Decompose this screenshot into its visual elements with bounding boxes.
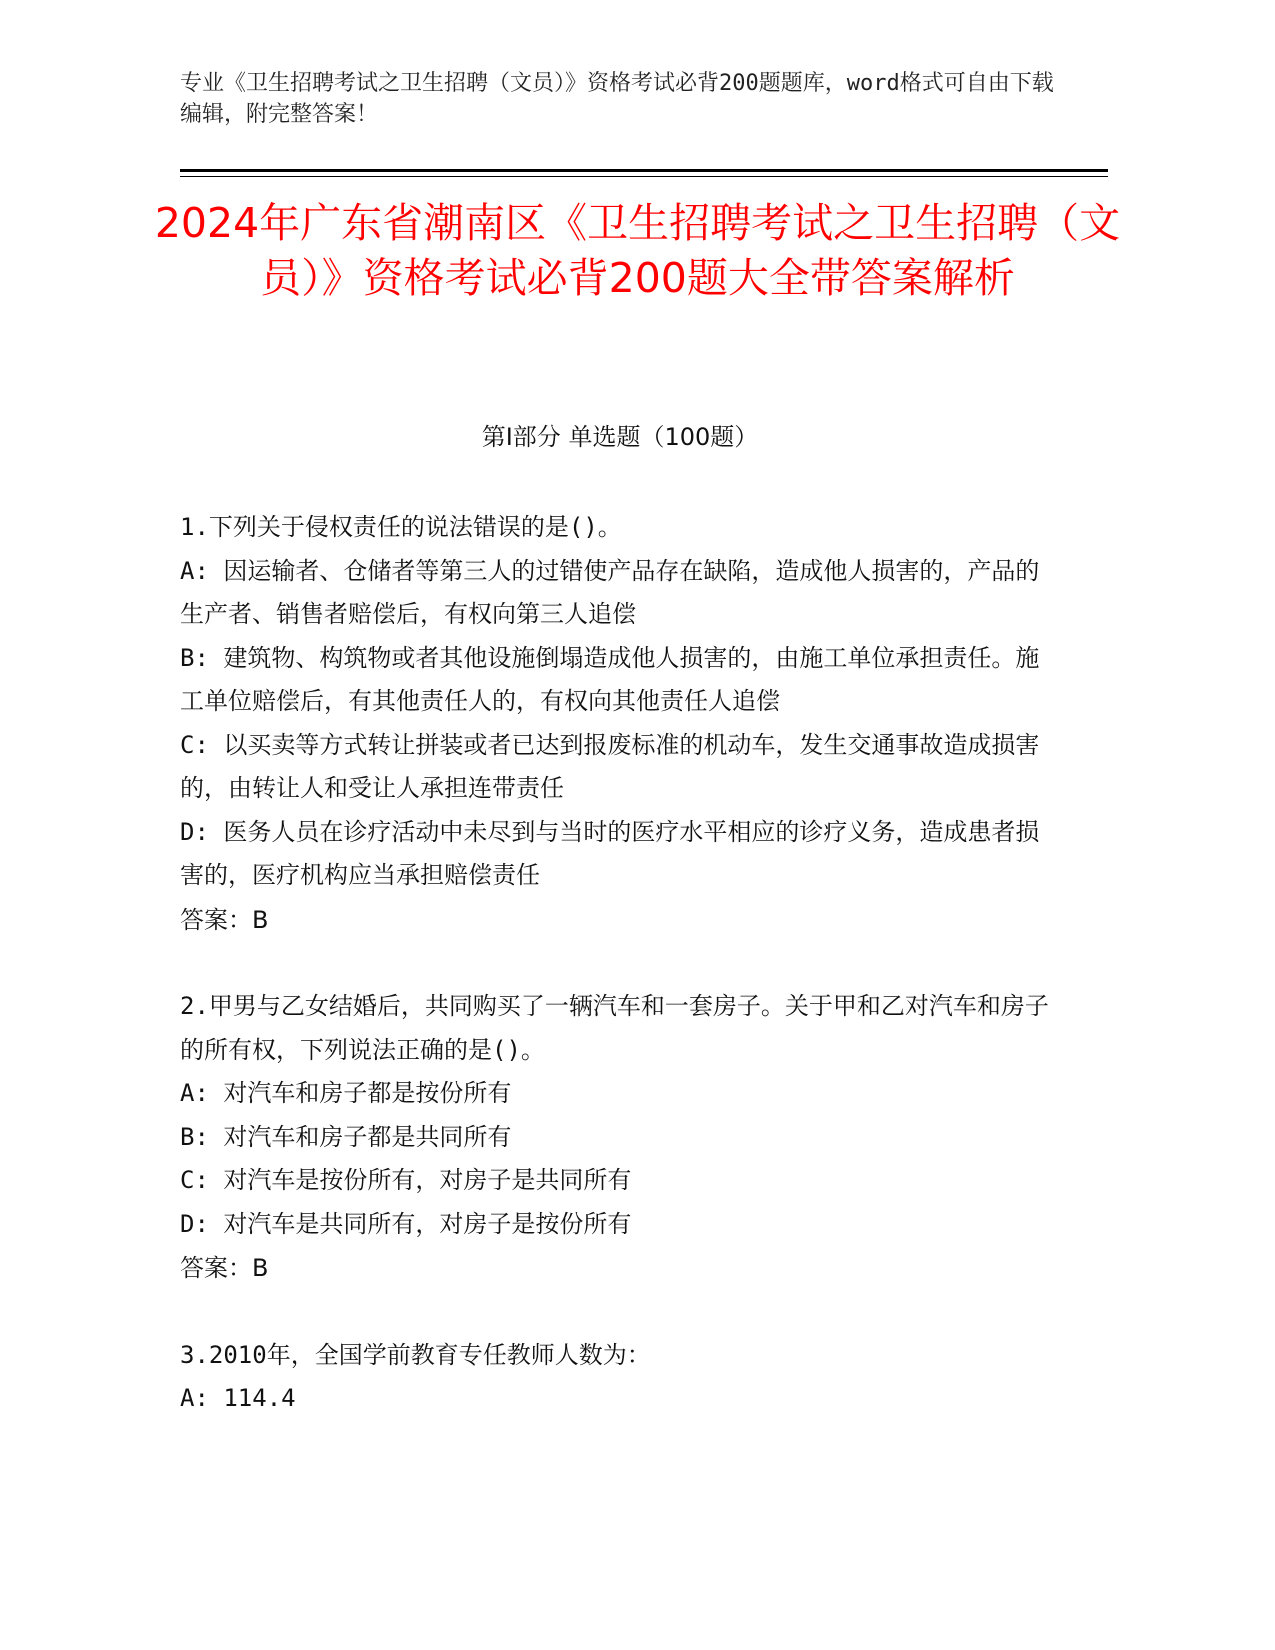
option-c: C: 对汽车是按份所有，对房子是共同所有 [180,1166,632,1194]
option-c: C: 以买卖等方式转让拼装或者已达到报废标准的机动车，发生交通事故造成损害的，由转让人和受让人承担连带责任 [180,730,1040,802]
section-title: 第I部分 单选题（100题） [481,423,759,451]
option-d: D: 医务人员在诊疗活动中未尽到与当时的医疗水平相应的诊疗义务，造成患者损害的，医疗机构应当承担赔偿责任 [180,817,1040,889]
option-a: A: 因运输者、仓储者等第三人的过错使产品存在缺陷，造成他人损害的，产品的生产者、销售者赔偿后，有权向第三人追偿 [180,556,1040,628]
option-a: A: 114.4 [180,1384,296,1412]
header-note: 专业《卫生招聘考试之卫生招聘（文员）》资格考试必背200题题库，word格式可自由下载编辑，附完整答案！ [180,71,1054,127]
answer-line: 答案：B [180,1254,269,1282]
header-divider-thick [180,169,1108,172]
question-stem: 3.2010年，全国学前教育专任教师人数为： [180,1340,651,1369]
question-list [180,506,1050,1421]
option-b: B: 建筑物、构筑物或者其他设施倒塌造成他人损害的，由施工单位承担责任。施工单位赔偿后，有其他责任人的，有权向其他责任人追偿 [180,643,1040,715]
question-stem: 2.甲男与乙女结婚后，共同购买了一辆汽车和一套房子。关于甲和乙对汽车和房子的所有权，下列说法正确的是()。 [180,992,1049,1064]
spacer [180,942,1050,986]
option-d: D: 对汽车是共同所有，对房子是按份所有 [180,1209,632,1238]
question-3 [180,1334,1050,1421]
option-b: B: 对汽车和房子都是共同所有 [180,1122,512,1151]
header-divider-thin [180,176,1108,177]
option-a: A: 对汽车和房子都是按份所有 [180,1079,512,1107]
question-1 [180,506,1050,942]
spacer [180,1290,1050,1334]
answer-line: 答案：B [180,905,269,934]
question-stem: 1.下列关于侵权责任的说法错误的是()。 [180,513,622,541]
document-title: 2024年广东省潮南区《卫生招聘考试之卫生招聘（文员）》资格考试必背200题大全带答案解析 [154,199,1121,302]
question-2 [180,985,1050,1290]
